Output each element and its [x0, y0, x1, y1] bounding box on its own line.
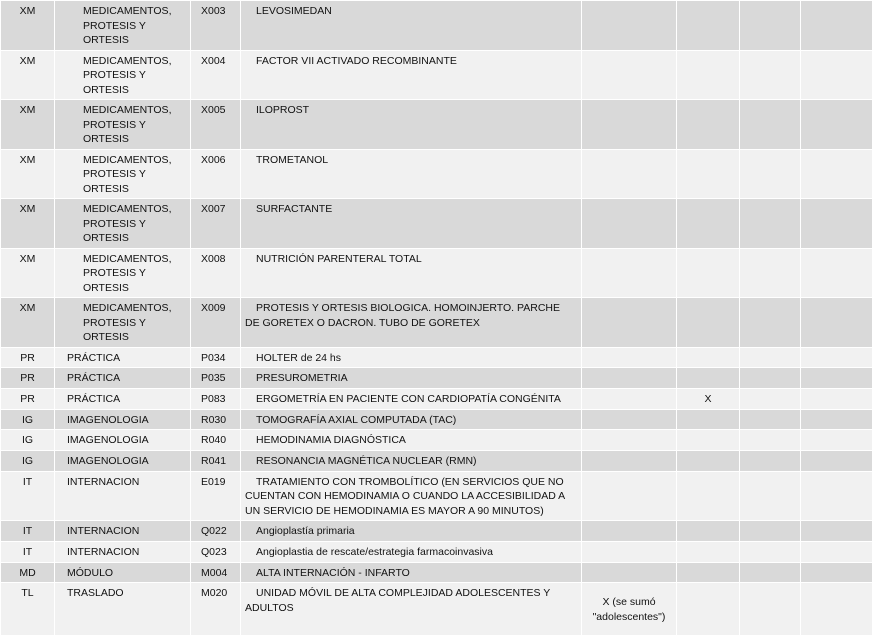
category-cell: MEDICAMENTOS, PROTESIS Y ORTESIS — [55, 149, 191, 199]
category-cell: INTERNACION — [55, 521, 191, 542]
column-5-cell — [582, 347, 677, 368]
type-cell: MD — [1, 562, 55, 583]
type-cell: XM — [1, 50, 55, 100]
description-cell: LEVOSIMEDAN — [241, 1, 582, 51]
category-cell: MEDICAMENTOS, PROTESIS Y ORTESIS — [55, 1, 191, 51]
code-cell: X004 — [191, 50, 241, 100]
type-cell: XM — [1, 248, 55, 298]
description-cell: ALTA INTERNACIÓN - INFARTO — [241, 562, 582, 583]
code-cell: X008 — [191, 248, 241, 298]
code-cell: X006 — [191, 149, 241, 199]
description-cell: TROMETANOL — [241, 149, 582, 199]
description-cell: Angioplastia de rescate/estrategia farmacoinvasiva — [241, 542, 582, 563]
category-cell: PRÁCTICA — [55, 347, 191, 368]
code-cell: M020 — [191, 583, 241, 636]
description-cell: HEMODINAMIA DIAGNÓSTICA — [241, 430, 582, 451]
type-cell: XM — [1, 298, 55, 348]
type-cell: PR — [1, 368, 55, 389]
code-cell: P034 — [191, 347, 241, 368]
table-row — [1, 298, 872, 348]
codes-table-body — [1, 1, 872, 636]
code-cell: Q022 — [191, 521, 241, 542]
column-8-cell — [801, 50, 872, 100]
category-cell: IMAGENOLOGIA — [55, 409, 191, 430]
description-cell: TRATAMIENTO CON TROMBOLÍTICO (EN SERVICIOS QUE NO CUENTAN CON HEMODINAMIA O CUANDO LA ACCESIBILIDAD A UN SERVICIO DE HEMODINAMIA ES MAYOR A 90 MINUTOS) — [241, 471, 582, 521]
column-6-cell: X — [677, 388, 740, 409]
category-cell: MÓDULO — [55, 562, 191, 583]
table-row — [1, 368, 872, 389]
column-5-cell — [582, 562, 677, 583]
code-cell: M004 — [191, 562, 241, 583]
column-5-cell — [582, 430, 677, 451]
code-cell: P083 — [191, 388, 241, 409]
column-8-cell — [801, 471, 872, 521]
code-cell: X005 — [191, 100, 241, 150]
column-7-cell — [740, 562, 801, 583]
type-cell: TL — [1, 583, 55, 636]
type-cell: XM — [1, 1, 55, 51]
type-cell: PR — [1, 347, 55, 368]
column-7-cell — [740, 471, 801, 521]
type-cell: IG — [1, 409, 55, 430]
column-5-cell — [582, 450, 677, 471]
table-row — [1, 430, 872, 451]
category-cell: MEDICAMENTOS, PROTESIS Y ORTESIS — [55, 298, 191, 348]
column-8-cell — [801, 1, 872, 51]
code-cell: P035 — [191, 368, 241, 389]
type-cell: PR — [1, 388, 55, 409]
table-row — [1, 409, 872, 430]
type-cell: IT — [1, 542, 55, 563]
column-7-cell — [740, 199, 801, 249]
type-cell: IT — [1, 521, 55, 542]
type-cell: IG — [1, 430, 55, 451]
column-8-cell — [801, 388, 872, 409]
column-8-cell — [801, 430, 872, 451]
column-5-cell — [582, 199, 677, 249]
description-cell: PRESUROMETRIA — [241, 368, 582, 389]
column-7-cell — [740, 388, 801, 409]
column-7-cell — [740, 149, 801, 199]
category-cell: INTERNACION — [55, 542, 191, 563]
table-row — [1, 149, 872, 199]
column-8-cell — [801, 248, 872, 298]
description-cell: PROTESIS Y ORTESIS BIOLOGICA. HOMOINJERTO. PARCHE DE GORETEX O DACRON. TUBO DE GORETEX — [241, 298, 582, 348]
column-8-cell — [801, 368, 872, 389]
category-cell: PRÁCTICA — [55, 368, 191, 389]
description-cell: NUTRICIÓN PARENTERAL TOTAL — [241, 248, 582, 298]
column-7-cell — [740, 583, 801, 636]
column-5-cell — [582, 368, 677, 389]
column-5-cell — [582, 388, 677, 409]
column-8-cell — [801, 583, 872, 636]
column-6-cell — [677, 562, 740, 583]
column-5-cell — [582, 409, 677, 430]
column-8-cell — [801, 149, 872, 199]
column-8-cell — [801, 100, 872, 150]
category-cell: MEDICAMENTOS, PROTESIS Y ORTESIS — [55, 199, 191, 249]
column-7-cell — [740, 521, 801, 542]
column-6-cell — [677, 1, 740, 51]
code-cell: R040 — [191, 430, 241, 451]
description-cell: Angioplastía primaria — [241, 521, 582, 542]
column-6-cell — [677, 368, 740, 389]
table-row — [1, 562, 872, 583]
code-cell: R041 — [191, 450, 241, 471]
column-6-cell — [677, 149, 740, 199]
column-7-cell — [740, 368, 801, 389]
table-row — [1, 583, 872, 636]
column-6-cell — [677, 471, 740, 521]
column-6-cell — [677, 409, 740, 430]
column-6-cell — [677, 347, 740, 368]
column-6-cell — [677, 450, 740, 471]
type-cell: XM — [1, 100, 55, 150]
code-cell: E019 — [191, 471, 241, 521]
table-row — [1, 521, 872, 542]
table-row — [1, 100, 872, 150]
column-5-cell — [582, 298, 677, 348]
column-5-cell: X (se sumó "adolescentes") — [582, 583, 677, 636]
column-7-cell — [740, 100, 801, 150]
type-cell: XM — [1, 149, 55, 199]
column-6-cell — [677, 583, 740, 636]
table-row — [1, 347, 872, 368]
column-8-cell — [801, 450, 872, 471]
column-6-cell — [677, 542, 740, 563]
description-cell: FACTOR VII ACTIVADO RECOMBINANTE — [241, 50, 582, 100]
code-cell: X009 — [191, 298, 241, 348]
column-6-cell — [677, 521, 740, 542]
table-row — [1, 450, 872, 471]
column-7-cell — [740, 450, 801, 471]
description-cell: SURFACTANTE — [241, 199, 582, 249]
column-7-cell — [740, 1, 801, 51]
table-row — [1, 471, 872, 521]
table-row — [1, 199, 872, 249]
type-cell: XM — [1, 199, 55, 249]
column-5-cell — [582, 471, 677, 521]
category-cell: INTERNACION — [55, 471, 191, 521]
column-8-cell — [801, 409, 872, 430]
category-cell: MEDICAMENTOS, PROTESIS Y ORTESIS — [55, 100, 191, 150]
column-8-cell — [801, 199, 872, 249]
code-cell: X007 — [191, 199, 241, 249]
description-cell: HOLTER de 24 hs — [241, 347, 582, 368]
column-6-cell — [677, 298, 740, 348]
code-cell: X003 — [191, 1, 241, 51]
type-cell: IT — [1, 471, 55, 521]
column-7-cell — [740, 347, 801, 368]
column-6-cell — [677, 248, 740, 298]
table-row — [1, 388, 872, 409]
category-cell: IMAGENOLOGIA — [55, 450, 191, 471]
column-8-cell — [801, 347, 872, 368]
column-7-cell — [740, 430, 801, 451]
column-5-cell — [582, 50, 677, 100]
description-cell: UNIDAD MÓVIL DE ALTA COMPLEJIDAD ADOLESCENTES Y ADULTOS — [241, 583, 582, 636]
category-cell: TRASLADO — [55, 583, 191, 636]
column-7-cell — [740, 298, 801, 348]
table-row — [1, 542, 872, 563]
column-8-cell — [801, 562, 872, 583]
table-row — [1, 50, 872, 100]
code-cell: Q023 — [191, 542, 241, 563]
column-8-cell — [801, 298, 872, 348]
column-8-cell — [801, 542, 872, 563]
column-5-cell — [582, 1, 677, 51]
column-5-cell — [582, 149, 677, 199]
column-7-cell — [740, 542, 801, 563]
column-7-cell — [740, 50, 801, 100]
column-7-cell — [740, 409, 801, 430]
column-5-cell — [582, 521, 677, 542]
description-cell: RESONANCIA MAGNÉTICA NUCLEAR (RMN) — [241, 450, 582, 471]
category-cell: IMAGENOLOGIA — [55, 430, 191, 451]
table-row — [1, 1, 872, 51]
code-cell: R030 — [191, 409, 241, 430]
column-8-cell — [801, 521, 872, 542]
description-cell: TOMOGRAFÍA AXIAL COMPUTADA (TAC) — [241, 409, 582, 430]
column-6-cell — [677, 50, 740, 100]
column-5-cell — [582, 542, 677, 563]
column-7-cell — [740, 248, 801, 298]
column-6-cell — [677, 100, 740, 150]
column-6-cell — [677, 199, 740, 249]
description-cell: ERGOMETRÍA EN PACIENTE CON CARDIOPATÍA CONGÉNITA — [241, 388, 582, 409]
category-cell: MEDICAMENTOS, PROTESIS Y ORTESIS — [55, 248, 191, 298]
table-row — [1, 248, 872, 298]
column-6-cell — [677, 430, 740, 451]
category-cell: PRÁCTICA — [55, 388, 191, 409]
column-5-cell — [582, 248, 677, 298]
type-cell: IG — [1, 450, 55, 471]
column-5-cell — [582, 100, 677, 150]
description-cell: ILOPROST — [241, 100, 582, 150]
category-cell: MEDICAMENTOS, PROTESIS Y ORTESIS — [55, 50, 191, 100]
